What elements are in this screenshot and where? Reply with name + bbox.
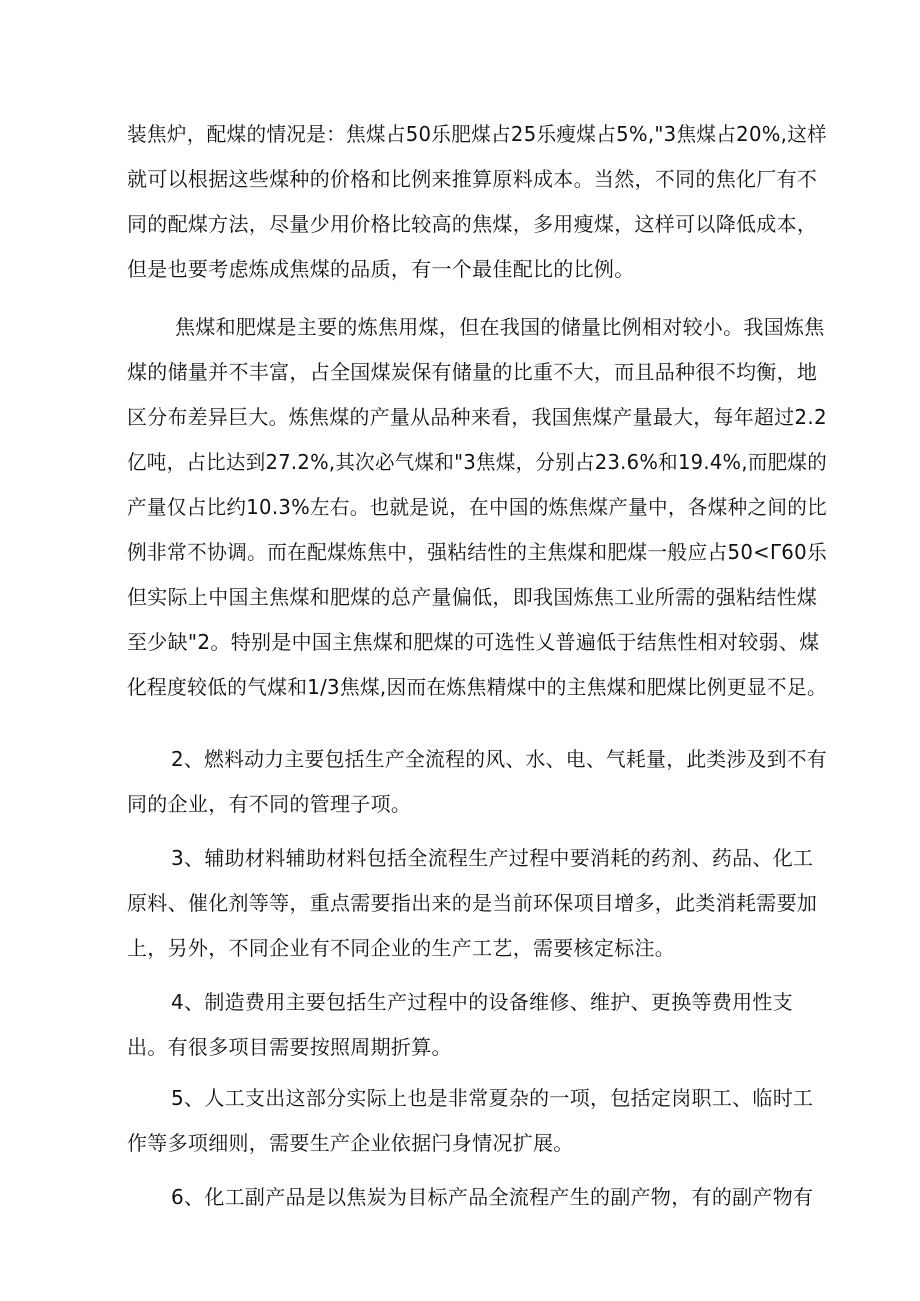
text-line: 产量仅占比约10.3%左右。也就是说，在中国的炼焦煤产量中，各煤种之间的比 xyxy=(127,495,827,519)
text-line: 4、制造费用主要包括生产过程中的设备维修、维护、更换等费用性支 xyxy=(171,990,794,1014)
text-line: 5、人工支出这部分实际上也是非常夏杂的一项，包括定岗职工、临时工 xyxy=(171,1086,814,1110)
paragraph-manufacturing-cost xyxy=(127,980,827,1070)
text-line: 但实际上中国主焦煤和肥煤的总产量偏低，即我国炼焦工业所需的强粘结性煤 xyxy=(127,585,818,609)
text-line: 上，另外，不同企业有不同企业的生产工艺，需要核定标注。 xyxy=(127,936,676,960)
text-line: 原料、催化剂等等，重点需要指出来的是当前环保项目增多，此类消耗需要加 xyxy=(127,891,818,915)
text-line: 例非常不协调。而在配煤炼焦中，强粘结性的主焦煤和肥煤一般应占50<Γ60乐 xyxy=(127,540,827,564)
paragraph-labor-cost xyxy=(127,1076,827,1166)
text-line: 6、化工副产品是以焦炭为目标产品全流程产生的副产物，有的副产物有 xyxy=(171,1185,814,1209)
text-line: 焦煤和肥煤是主要的炼焦用煤，但在我国的储量比例相对较小。我国炼焦 xyxy=(175,315,825,339)
text-line: 化程度较低的气煤和1/3焦煤,因而在炼焦精煤中的主焦煤和肥煤比例更显不足。 xyxy=(127,675,828,699)
text-line: 同的企业，有不同的管理子项。 xyxy=(127,792,412,816)
text-line: 3、辅助材料辅助材料包括全流程生产过程中要消耗的药剂、药品、化工 xyxy=(171,846,814,870)
text-line: 区分布差异巨大。炼焦煤的产量从品种来看，我国焦煤产量最大，每年超过2.2 xyxy=(127,405,828,429)
paragraph-byproducts xyxy=(127,1175,827,1220)
text-line: 但是也要考虑炼成焦煤的品质，有一个最佳配比的比例。 xyxy=(127,257,635,281)
paragraph-coal-blending xyxy=(127,112,827,292)
text-line: 2、燃料动力主要包括生产全流程的风、水、电、气耗量，此类涉及到不有 xyxy=(171,747,827,771)
text-line: 至少缺"2。特别是中国主焦煤和肥煤的可选性乂普遍低于结焦性相对较弱、煤 xyxy=(127,630,820,654)
text-line: 出。有很多项目需要按照周期折算。 xyxy=(127,1035,452,1059)
text-line: 装焦炉，配煤的情况是：焦煤占50乐肥煤占25乐瘦煤占5%,"3焦煤占20%,这样 xyxy=(127,122,828,146)
text-line: 就可以根据这些煤种的价格和比例来推算原料成本。当然，不同的焦化厂有不 xyxy=(127,167,818,191)
paragraph-fuel-power xyxy=(127,737,827,827)
text-line: 亿吨，占比达到27.2%,其次必气煤和"3焦煤，分别占23.6%和19.4%,而肥煤的 xyxy=(127,450,827,474)
text-line: 同的配煤方法，尽量少用价格比较高的焦煤，多用瘦煤，这样可以降低成本， xyxy=(127,212,818,236)
text-line: 作等多项细则，需要生产企业依据闩身情况扩展。 xyxy=(127,1131,574,1155)
paragraph-auxiliary-materials xyxy=(127,836,827,971)
paragraph-coking-coal-reserves xyxy=(127,305,827,710)
text-line: 煤的储量并不丰富，占全国煤炭保有储量的比重不大，而且品种很不均衡，地 xyxy=(127,360,818,384)
